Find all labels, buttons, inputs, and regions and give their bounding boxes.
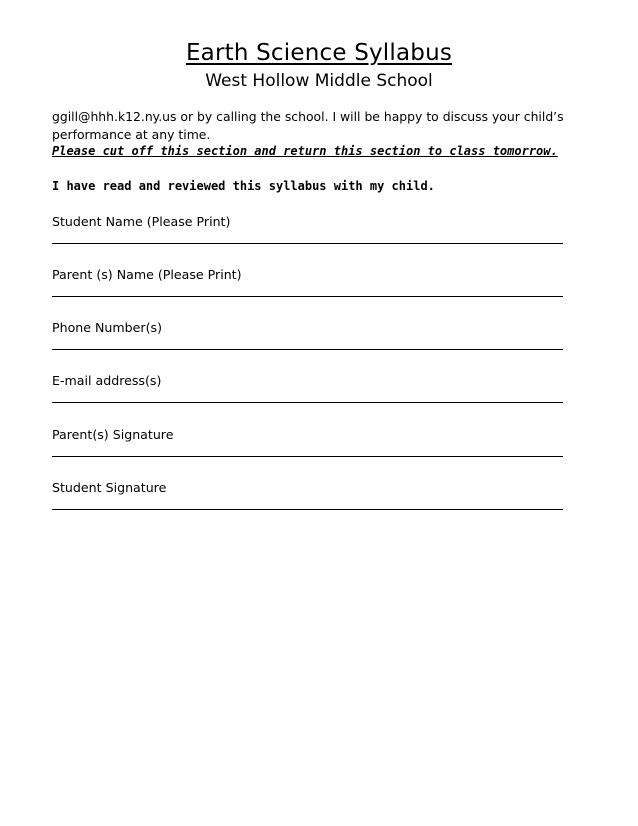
phone-number-field bbox=[52, 320, 563, 356]
page-title: Earth Science Syllabus bbox=[185, 40, 453, 66]
parent-name-line bbox=[52, 296, 563, 297]
parent-name-field bbox=[52, 267, 563, 303]
student-signature-line bbox=[52, 509, 563, 510]
cutoff-instruction: Please cut off this section and return this section to class tomorrow. bbox=[52, 144, 558, 158]
parent-signature-label: Parent(s) Signature bbox=[52, 427, 174, 442]
student-signature-field bbox=[52, 480, 563, 516]
email-address-line bbox=[52, 402, 563, 403]
phone-number-line bbox=[52, 349, 563, 350]
email-address-field bbox=[52, 373, 563, 409]
student-name-line bbox=[52, 243, 563, 244]
parent-signature-line bbox=[52, 456, 563, 457]
parent-name-label: Parent (s) Name (Please Print) bbox=[52, 267, 242, 282]
student-name-field bbox=[52, 214, 563, 250]
confirmation-statement: I have read and reviewed this syllabus with my child. bbox=[52, 179, 435, 193]
student-signature-label: Student Signature bbox=[52, 480, 167, 495]
contact-paragraph: ggill@hhh.k12.ny.us or by calling the school. I will be happy to discuss your child’s performance at any time. bbox=[52, 109, 564, 142]
email-address-label: E-mail address(s) bbox=[52, 373, 162, 388]
school-name: West Hollow Middle School bbox=[205, 71, 433, 91]
parent-signature-field bbox=[52, 427, 563, 463]
phone-number-label: Phone Number(s) bbox=[52, 320, 162, 335]
student-name-label: Student Name (Please Print) bbox=[52, 214, 231, 229]
